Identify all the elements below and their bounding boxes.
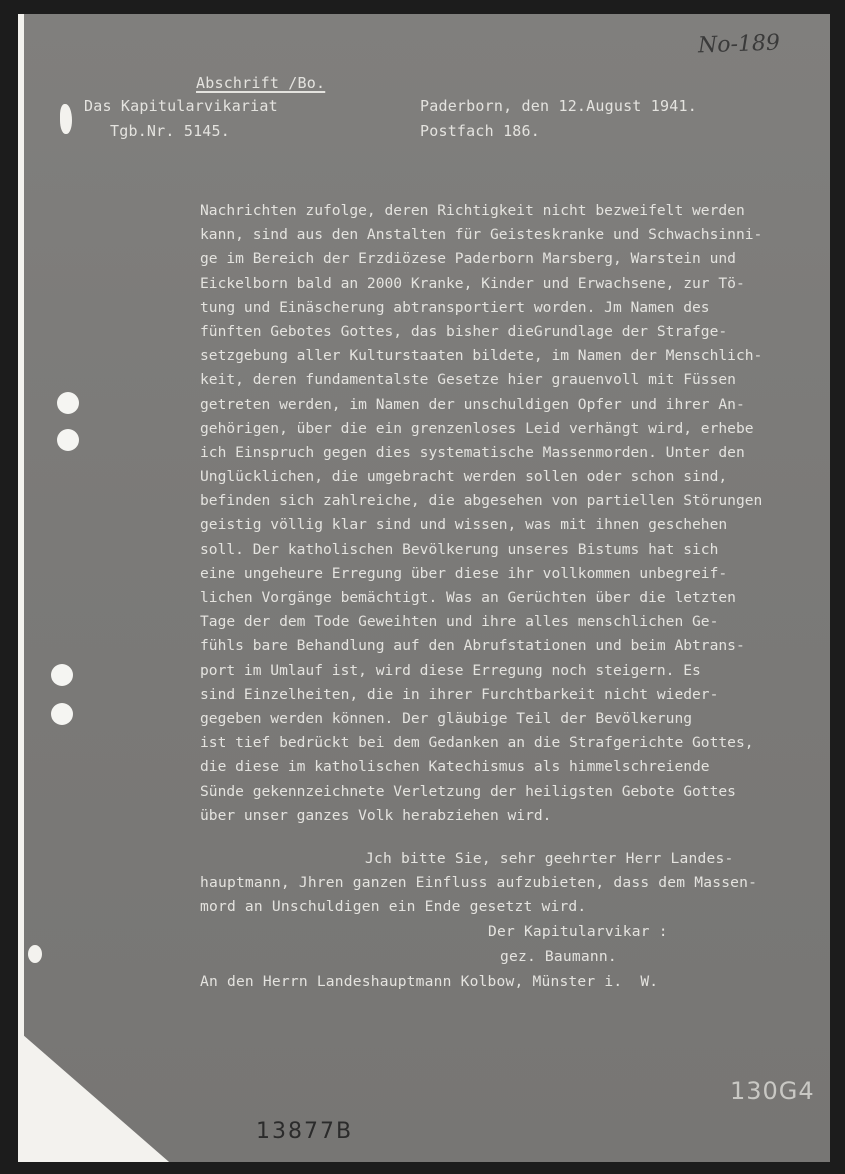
closing-line-2: hauptmann, Jhren ganzen Einfluss aufzubieten, dass dem Massen-: [200, 874, 758, 891]
punch-hole-4: [51, 703, 73, 725]
punch-hole-2: [57, 429, 79, 451]
torn-edge-bottom: [28, 945, 42, 963]
body-line: ich Einspruch gegen dies systematische Massenmorden. Unter den: [200, 443, 745, 461]
body-line: über unser ganzes Volk herabziehen wird.: [200, 806, 552, 824]
body-line: gegeben werden können. Der gläubige Teil der Bevölkerung: [200, 709, 693, 727]
sender-office: Das Kapitularvikariat: [84, 97, 278, 115]
body-line: gehörigen, über die ein grenzenloses Leid verhängt wird, erhebe: [200, 419, 754, 437]
body-line: fünften Gebotes Gottes, das bisher dieGrundlage der Strafge-: [200, 322, 728, 340]
body-line: soll. Der katholischen Bevölkerung unseres Bistums hat sich: [200, 540, 719, 558]
body-line: sind Einzelheiten, die in ihrer Furchtbarkeit nicht wieder-: [200, 685, 719, 703]
place-date: Paderborn, den 12.August 1941.: [420, 97, 697, 115]
archive-mark: No-189: [697, 30, 781, 59]
body-line: getreten werden, im Namen der unschuldigen Opfer und ihrer An-: [200, 395, 745, 413]
body-line: Tage der dem Tode Geweihten und ihre alles menschlichen Ge-: [200, 613, 719, 631]
letter-body: [200, 199, 762, 828]
body-line: eine ungeheure Erregung über diese ihr vollkommen unbegreif-: [200, 564, 728, 582]
closing-line-1: Jch bitte Sie, sehr geehrter Herr Landes-: [365, 850, 734, 867]
body-line: kann, sind aus den Anstalten für Geisteskranke und Schwachsinni-: [200, 226, 763, 244]
body-line: ge im Bereich der Erzdiözese Paderborn Marsberg, Warstein und: [200, 250, 736, 268]
closing-line-3: mord an Unschuldigen ein Ende gesetzt wird.: [200, 898, 587, 915]
pencil-number: 130G4: [730, 1077, 815, 1105]
body-line: port im Umlauf ist, wird diese Erregung noch steigern. Es: [200, 661, 701, 679]
body-line: Unglücklichen, die umgebracht werden sollen oder schon sind,: [200, 468, 728, 486]
body-line: Sünde gekennzeichnete Verletzung der heiligsten Gebote Gottes: [200, 782, 736, 800]
body-line: ist tief bedrückt bei dem Gedanken an die Strafgerichte Gottes,: [200, 734, 754, 752]
body-line: geistig völlig klar sind und wissen, was mit ihnen geschehen: [200, 516, 728, 534]
addressee: An den Herrn Landeshauptmann Kolbow, Münster i. W.: [200, 973, 659, 990]
body-line: Eickelborn bald an 2000 Kranke, Kinder und Erwachsene, zur Tö-: [200, 274, 745, 292]
body-line: keit, deren fundamentalste Gesetze hier grauenvoll mit Füssen: [200, 371, 736, 389]
punch-hole-3: [51, 664, 73, 686]
stamp-number: 13877B: [256, 1119, 354, 1144]
postbox: Postfach 186.: [420, 122, 540, 140]
journal-number: Tgb.Nr. 5145.: [110, 122, 230, 140]
body-line: fühls bare Behandlung auf den Abrufstationen und beim Abtrans-: [200, 637, 745, 655]
body-line: tung und Einäscherung abtransportiert worden. Jm Namen des: [200, 298, 710, 316]
punch-hole-1: [57, 392, 79, 414]
torn-edge-top: [60, 104, 72, 134]
body-line: setzgebung aller Kulturstaaten bildete, im Namen der Menschlich-: [200, 347, 763, 365]
body-line: die diese im katholischen Katechismus als himmelschreiende: [200, 758, 710, 776]
body-line: lichen Vorgänge bemächtigt. Was an Gerüchten über die letzten: [200, 589, 736, 606]
copy-label: Abschrift /Bo.: [196, 74, 326, 92]
signature-name: gez. Baumann.: [500, 948, 617, 965]
body-line: Nachrichten zufolge, deren Richtigkeit nicht bezweifelt werden: [200, 202, 745, 219]
signature-title: Der Kapitularvikar :: [488, 923, 668, 940]
body-line: befinden sich zahlreiche, die abgesehen von partiellen Störungen: [200, 492, 763, 510]
